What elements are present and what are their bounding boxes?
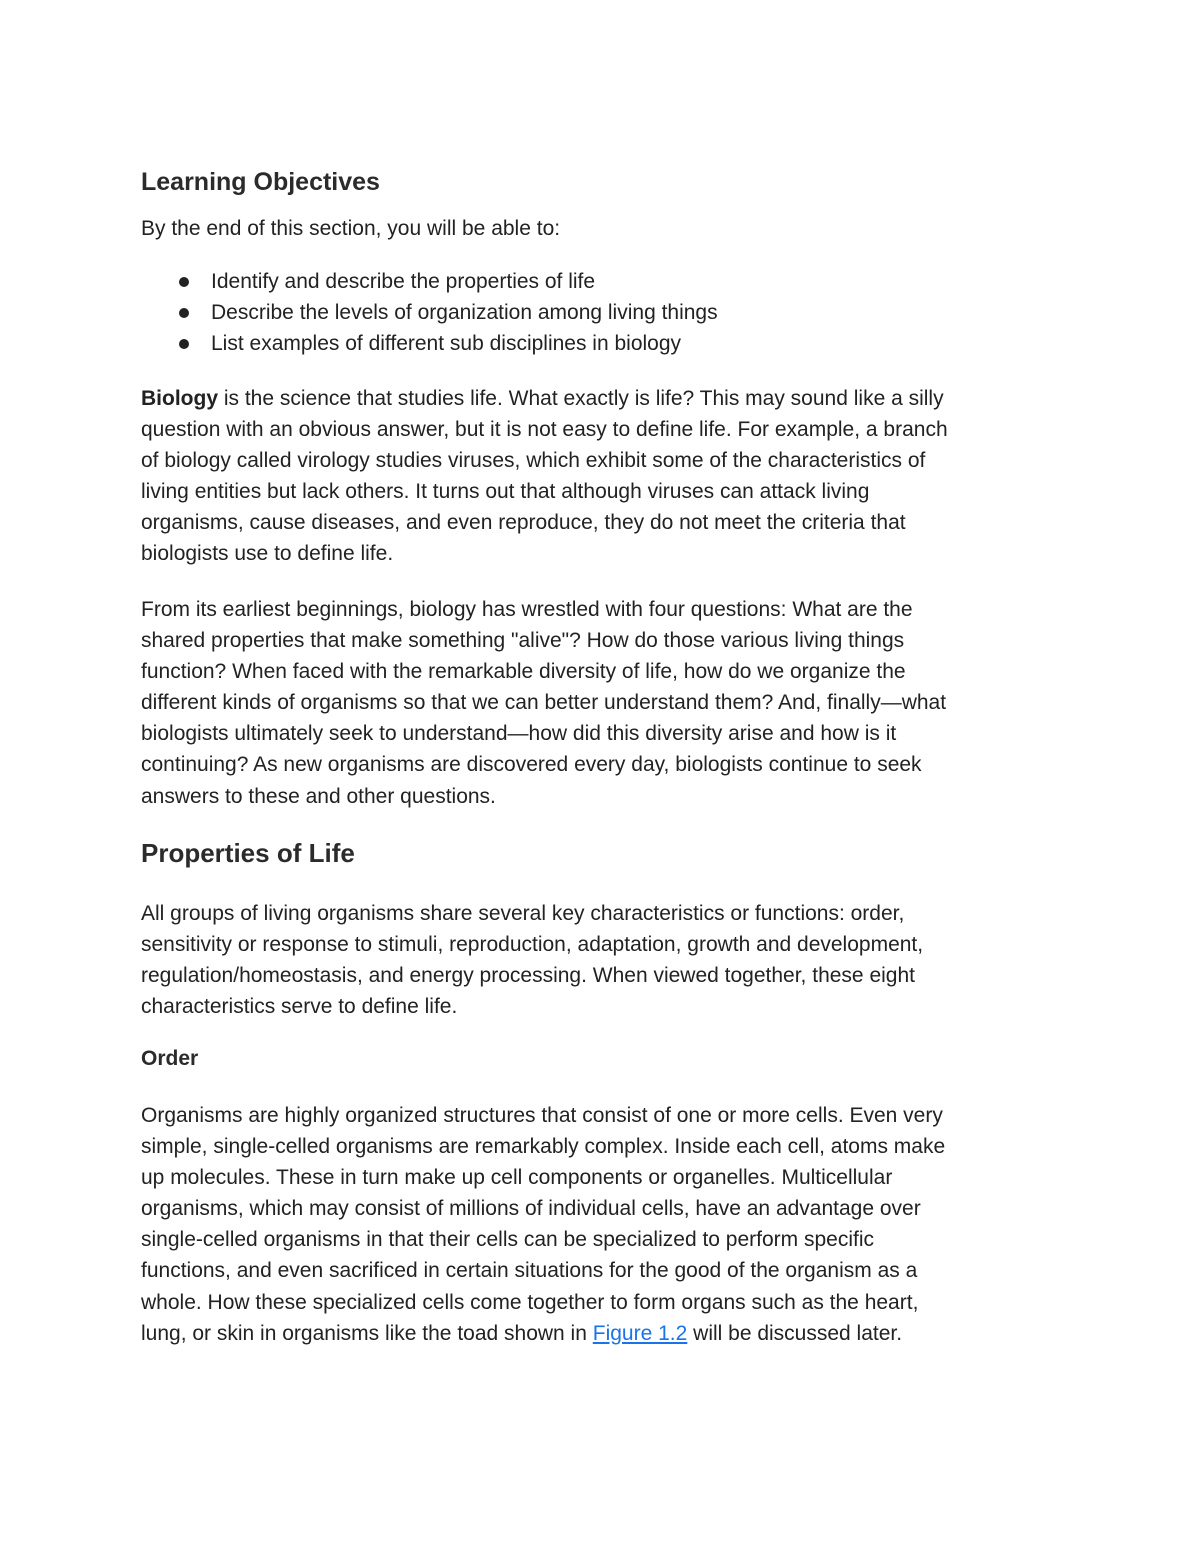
objective-text: Describe the levels of organization among living things <box>211 301 718 324</box>
objective-text: List examples of different sub disciplines in biology <box>211 332 682 355</box>
paragraph-line: sensitivity or response to stimuli, reproduction, adaptation, growth and development, <box>141 933 924 957</box>
paragraph-line: functions, and even sacrificed in certain situations for the good of the organism as a <box>141 1259 918 1283</box>
paragraph-line: up molecules. These in turn make up cell components or organelles. Multicellular <box>141 1166 893 1190</box>
paragraph-line: biologists use to define life. <box>141 542 394 566</box>
list-item <box>141 297 718 328</box>
objective-text: Identify and describe the properties of life <box>211 270 596 293</box>
list-item <box>141 328 718 359</box>
properties-of-life-heading: Properties of Life <box>141 838 355 868</box>
learning-objectives-heading: Learning Objectives <box>141 168 380 196</box>
paragraph-line: organisms, which may consist of millions of individual cells, have an advantage over <box>141 1197 921 1221</box>
paragraph-line: function? When faced with the remarkable diversity of life, how do we organize the <box>141 660 906 684</box>
questions-paragraph <box>141 594 1061 812</box>
paragraph-line: lung, or skin in organisms like the toad shown in Figure 1.2 will be discussed later. <box>141 1321 903 1345</box>
order-paragraph <box>141 1100 1061 1349</box>
paragraph-line: Organisms are highly organized structures that consist of one or more cells. Even very <box>141 1104 943 1127</box>
paragraph-line: Biology is the science that studies life. What exactly is life? This may sound like a silly <box>141 387 944 410</box>
learning-objectives-intro: By the end of this section, you will be able to: <box>141 217 561 240</box>
paragraph-line: living entities but lack others. It turns out that although viruses can attack living <box>141 480 870 504</box>
figure-link[interactable]: Figure 1.2 <box>592 1321 688 1345</box>
bullet-icon <box>179 308 189 318</box>
paragraph-line: answers to these and other questions. <box>141 784 496 808</box>
biology-paragraph <box>141 383 1061 570</box>
paragraph-line: different kinds of organisms so that we can better understand them? And, finally—what <box>141 691 947 715</box>
bullet-icon <box>179 277 189 287</box>
paragraph-line: of biology called virology studies viruses, which exhibit some of the characteristics of <box>141 449 926 473</box>
paragraph-line: organisms, cause diseases, and even reproduce, they do not meet the criteria that <box>141 511 906 535</box>
paragraph-line: biologists ultimately seek to understand—how did this diversity arise and how is it <box>141 722 897 746</box>
list-item <box>141 266 718 297</box>
paragraph-line: single-celled organisms in that their cells can be specialized to perform specific <box>141 1228 875 1252</box>
bullet-icon <box>179 339 189 349</box>
paragraph-line: regulation/homeostasis, and energy processing. When viewed together, these eight <box>141 964 915 988</box>
biology-term: Biology <box>141 387 218 410</box>
paragraph-line: shared properties that make something "alive"? How do those various living things <box>141 629 905 653</box>
properties-paragraph <box>141 898 1061 1022</box>
paragraph-line: All groups of living organisms share several key characteristics or functions: order, <box>141 902 905 925</box>
paragraph-line: From its earliest beginnings, biology has wrestled with four questions: What are the <box>141 598 913 621</box>
paragraph-line: question with an obvious answer, but it is not easy to define life. For example, a branch <box>141 418 948 442</box>
paragraph-line: characteristics serve to define life. <box>141 995 458 1019</box>
paragraph-line: simple, single-celled organisms are remarkably complex. Inside each cell, atoms make <box>141 1135 946 1159</box>
paragraph-line: whole. How these specialized cells come together to form organs such as the heart, <box>141 1290 919 1314</box>
objectives-list <box>141 266 718 359</box>
paragraph-line: continuing? As new organisms are discovered every day, biologists continue to seek <box>141 753 922 777</box>
order-heading: Order <box>141 1047 199 1070</box>
